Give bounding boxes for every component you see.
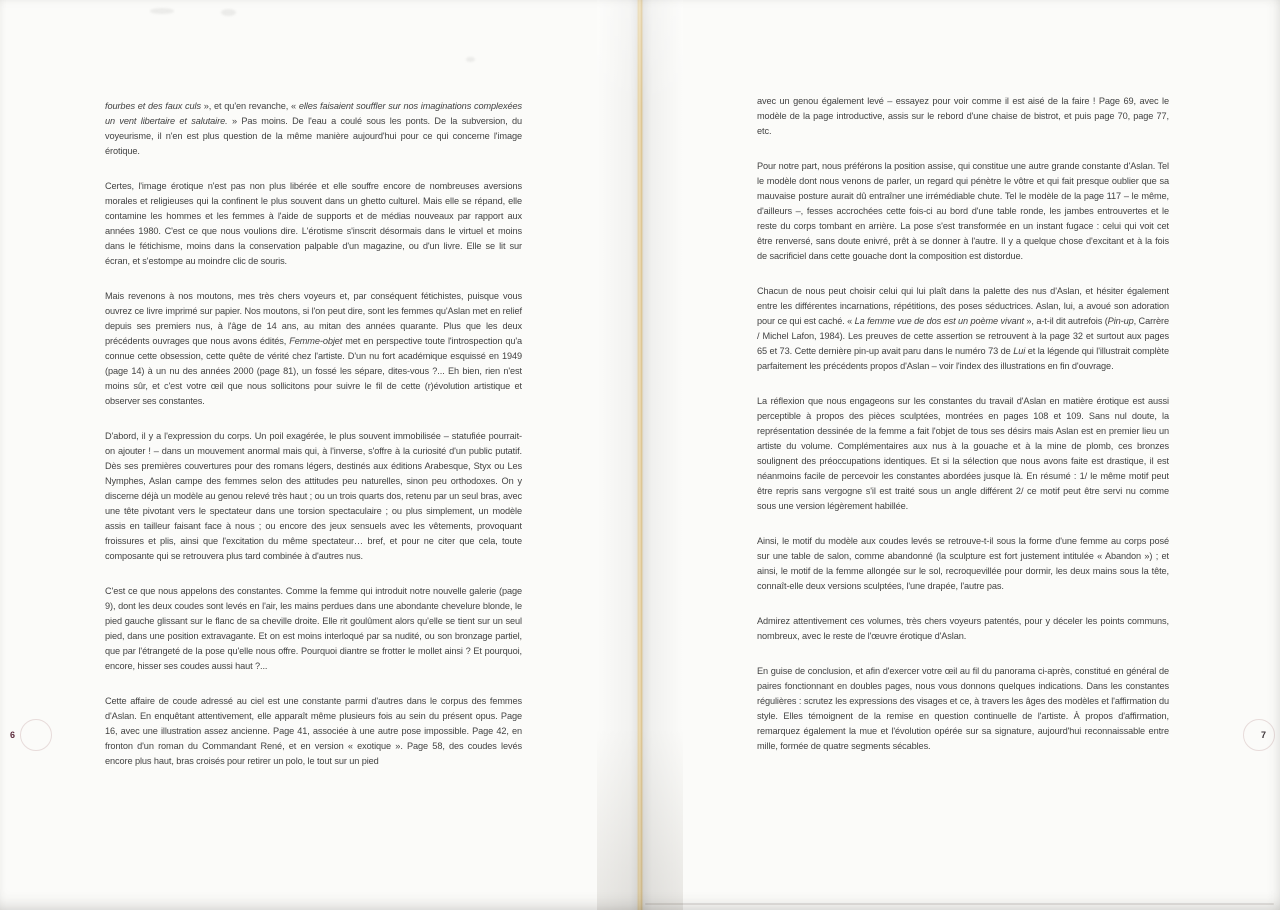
page-number-right: 7 (1261, 730, 1267, 740)
text-segment: Pour notre part, nous préférons la position assise, qui constitue une autre grande constante d'Aslan. Tel le modèle dont nous venons de parler, un regard qui pénètre le vôtre et qui fait presque oublier que sa mauvaise posture aurait dû entraîner une irrémédiable chute. Tel le modèle de la page 117 – le même, d'ailleurs –, fesses accrochées cette fois-ci au bord d'une table ronde, les jambes entrouvertes et le reste du corps tombant en arrière. La pose s'est transformée en un instant fugace : celui qui voit cet être renversé, sans doute enivré, prêt à se donner à l'autre. Il y a quelque chose d'excitant et à la fois de sacrificiel dans cette gouache dont la composition est distordue. (757, 161, 1169, 261)
page-number-left: 6 (10, 730, 16, 740)
paragraph (757, 534, 1169, 594)
italic-text-segment: La femme vue de dos est un poème vivant (854, 316, 1024, 326)
scan-smudge (466, 57, 475, 62)
paragraph (105, 429, 522, 564)
left-page-text-column (105, 99, 522, 789)
text-segment: », et qu'en revanche, « (201, 101, 299, 111)
text-segment: Admirez attentivement ces volumes, très chers voyeurs patentés, pour y déceler les points communs, nombreux, avec le reste de l'œuvre érotique d'Aslan. (757, 616, 1169, 641)
text-segment: , Carrère / Michel Lafon, 1984). Les preuves de cette assertion se retrouvent à la page 32 et surtout aux pages 65 et 73. Cette dernière pin-up avait paru dans le numéro 73 de (757, 316, 1169, 356)
text-segment: Mais revenons à nos moutons, mes très chers voyeurs et, par conséquent fétichistes, puisque vous ouvrez ce livre imprimé sur papier. Nos moutons, si l'on peut dire, sont les femmes qu'Aslan met en relief depuis ses premiers nus, à l'âge de 14 ans, au mitan des années quarante. Plus que les deux précédents ouvrages que nous avons édités, (105, 291, 522, 346)
text-segment: met en perspective toute l'introspection qu'a connue cette obsession, cette quête de vérité chez l'artiste. D'un nu fort académique esquissé en 1949 (page 14) à un nu des années 2000 (page 81), un fossé les sépare, dites-vous ?... Eh bien, rien n'est moins sûr, et c'est votre œil que nous sollicitons pour suivre le fil de cette (r)évolution artistique et observer ses constantes. (105, 336, 522, 406)
italic-text-segment: Pin-up (1107, 316, 1134, 326)
text-segment: avec un genou également levé – essayez pour voir comme il est aisé de la faire ! Page 69, avec le modèle de la page introductive, assis sur le rebord d'une chaise de bistrot, et puis page 70, page 77, etc. (757, 96, 1169, 136)
folio-circle-decoration-right (1243, 719, 1275, 751)
text-segment: Cette affaire de coude adressé au ciel est une constante parmi d'autres dans le corpus des femmes d'Aslan. En enquêtant attentivement, elle apparaît même plusieurs fois au sein du présent opus. Page 16, avec une illustration assez ancienne. Page 41, associée à une autre pose impossible. Page 42, en fronton d'un roman du Commandant René, et en version « exotique ». Page 58, des coudes levés encore plus haut, bras croisés pour retirer un polo, le tout sur un pied (105, 696, 522, 766)
text-segment: C'est ce que nous appelons des constantes. Comme la femme qui introduit notre nouvelle galerie (page 9), dont les deux coudes sont levés en l'air, les mains perdues dans une abondante chevelure blonde, le pied gauche glissant sur le flanc de sa cheville droite. Elle rit goulûment alors qu'elle se tient sur un seul pied, dans une position extravagante. Et on est moins interloqué par sa nudité, ou son bronzage partiel, que par l'étrangeté de la pose qu'elle nous offre. Pourquoi diantre se frotter le mollet ainsi ? Et pourquoi, encore, hisser ses coudes aussi haut ?... (105, 586, 522, 671)
italic-text-segment: elles faisaient souffler sur nos imaginations complexées un vent libertaire et salutaire. (105, 101, 522, 126)
page-bottom-edge (645, 903, 1274, 905)
paragraph (757, 394, 1169, 514)
italic-text-segment: fourbes et des faux culs (105, 101, 201, 111)
text-segment: En guise de conclusion, et afin d'exercer votre œil au fil du panorama ci-après, constitué en général de paires fonctionnant en doubles pages, nous vous donnons quelques indications. Dans les constantes régulières : scrutez les expressions des visages et ce, à travers les âges des modèles et l'affirmation du style. Elles témoignent de la remise en question continuelle de l'artiste. À propos d'affirmation, remarquez également la mue et l'évolution opérée sur sa signature, aujourd'hui reconnaissable entre mille, formée de quatre segments sécables. (757, 666, 1169, 751)
text-segment: D'abord, il y a l'expression du corps. Un poil exagérée, le plus souvent immobilisée – statufiée pourrait-on ajouter ! – dans un mouvement anormal mais qui, à l'inverse, s'offre à la curiosité d'un public putatif. Dès ses premières couvertures pour des romans légers, destinés aux éditions Arabesque, Styx ou Les Nymphes, Aslan campe des femmes selon des attitudes peu naturelles, sinon peu orthodoxes. On y discerne déjà un modèle au genou relevé très haut ; ou un trois quarts dos, retenu par un seul bras, avec une tête pivotant vers le spectateur dans une torsion spectaculaire ; ou plus simplement, un modèle assis en tailleur faisant face à nous ; ou encore des jeux sensuels avec les vêtements, provoquant froissures et plis, ainsi que l'excitation du même spectateur… bref, et pour ne citer que cela, toute composante qui se retrouvera plus tard combinée à d'autres nus. (105, 431, 522, 561)
text-segment: », a-t-il dit autrefois ( (1023, 316, 1108, 326)
scan-smudge (221, 9, 236, 16)
paragraph (105, 99, 522, 159)
paragraph (105, 289, 522, 409)
italic-text-segment: Femme-objet (289, 336, 343, 346)
text-segment: Chacun de nous peut choisir celui qui lui plaît dans la palette des nus d'Aslan, et hésiter également entre les différentes incarnations, répétitions, des poses séductrices. Aslan, lui, a avoué son adoration pour ce qui est caché. « (757, 286, 1169, 326)
text-segment: La réflexion que nous engageons sur les constantes du travail d'Aslan en matière érotique est aussi perceptible à propos des pièces sculptées, montrées en pages 108 et 109. Sans nul doute, la représentation dessinée de la femme a fait l'objet de tous ses désirs mais Aslan est en premier lieu un artiste du volume. Complémentaires aux nus à la gouache et à la mine de plomb, ces bronzes soulignent des préoccupations identiques. Et si la sélection que nous avons faite est drastique, il est néanmoins facile de percevoir les constantes abordées jusque là. En résumé : 1/ le même motif peut être repris sans vergogne s'il est traité sous un angle différent 2/ ce motif peut être servi nu comme sous une version légèrement habillée. (757, 396, 1169, 511)
italic-text-segment: Lui (1013, 346, 1026, 356)
paragraph (757, 94, 1169, 139)
paragraph (105, 694, 522, 769)
paragraph (757, 159, 1169, 264)
text-segment: » Pas moins. De l'eau a coulé sous les ponts. De la subversion, du voyeurisme, il n'en est plus question de la même manière aujourd'hui pour ce qui concerne l'image érotique. (105, 116, 522, 156)
folio-circle-decoration-left (20, 719, 52, 751)
paragraph (105, 179, 522, 269)
paragraph (757, 614, 1169, 644)
right-page-text-column (757, 94, 1169, 774)
text-segment: Certes, l'image érotique n'est pas non plus libérée et elle souffre encore de nombreuses aversions morales et religieuses qui la confinent le plus souvent dans un ghetto culturel. Mais elle se répand, elle contamine les hommes et les femmes à l'aide de supports et de médias nouveaux par rapport aux années 1980. C'est ce que nous voulions dire. L'érotisme s'inscrit désormais dans le virtuel et moins dans le fétichisme, moins dans la conservation palpable d'un magazine, ou d'un livre. Elle se lit sur écran, et s'estompe au moindre clic de souris. (105, 181, 522, 266)
text-segment: et la légende qui l'illustrait complète parfaitement les précédents propos d'Aslan – voir l'index des illustrations en fin d'ouvrage. (757, 346, 1170, 371)
paragraph (757, 284, 1169, 374)
spine-gutter (597, 0, 683, 910)
paragraph (105, 584, 522, 674)
scan-smudge (150, 8, 174, 14)
paragraph (757, 664, 1169, 754)
text-segment: Ainsi, le motif du modèle aux coudes levés se retrouve-t-il sous la forme d'une femme au corps posé sur une table de salon, comme abandonné (la sculpture est fort justement intitulée « Abandon ») ; et ainsi, le motif de la femme allongée sur le sol, recroquevillée pour dormir, les deux mains sous la tête, connaît-elle deux versions sculptées, l'une drapée, l'autre pas. (757, 536, 1169, 591)
